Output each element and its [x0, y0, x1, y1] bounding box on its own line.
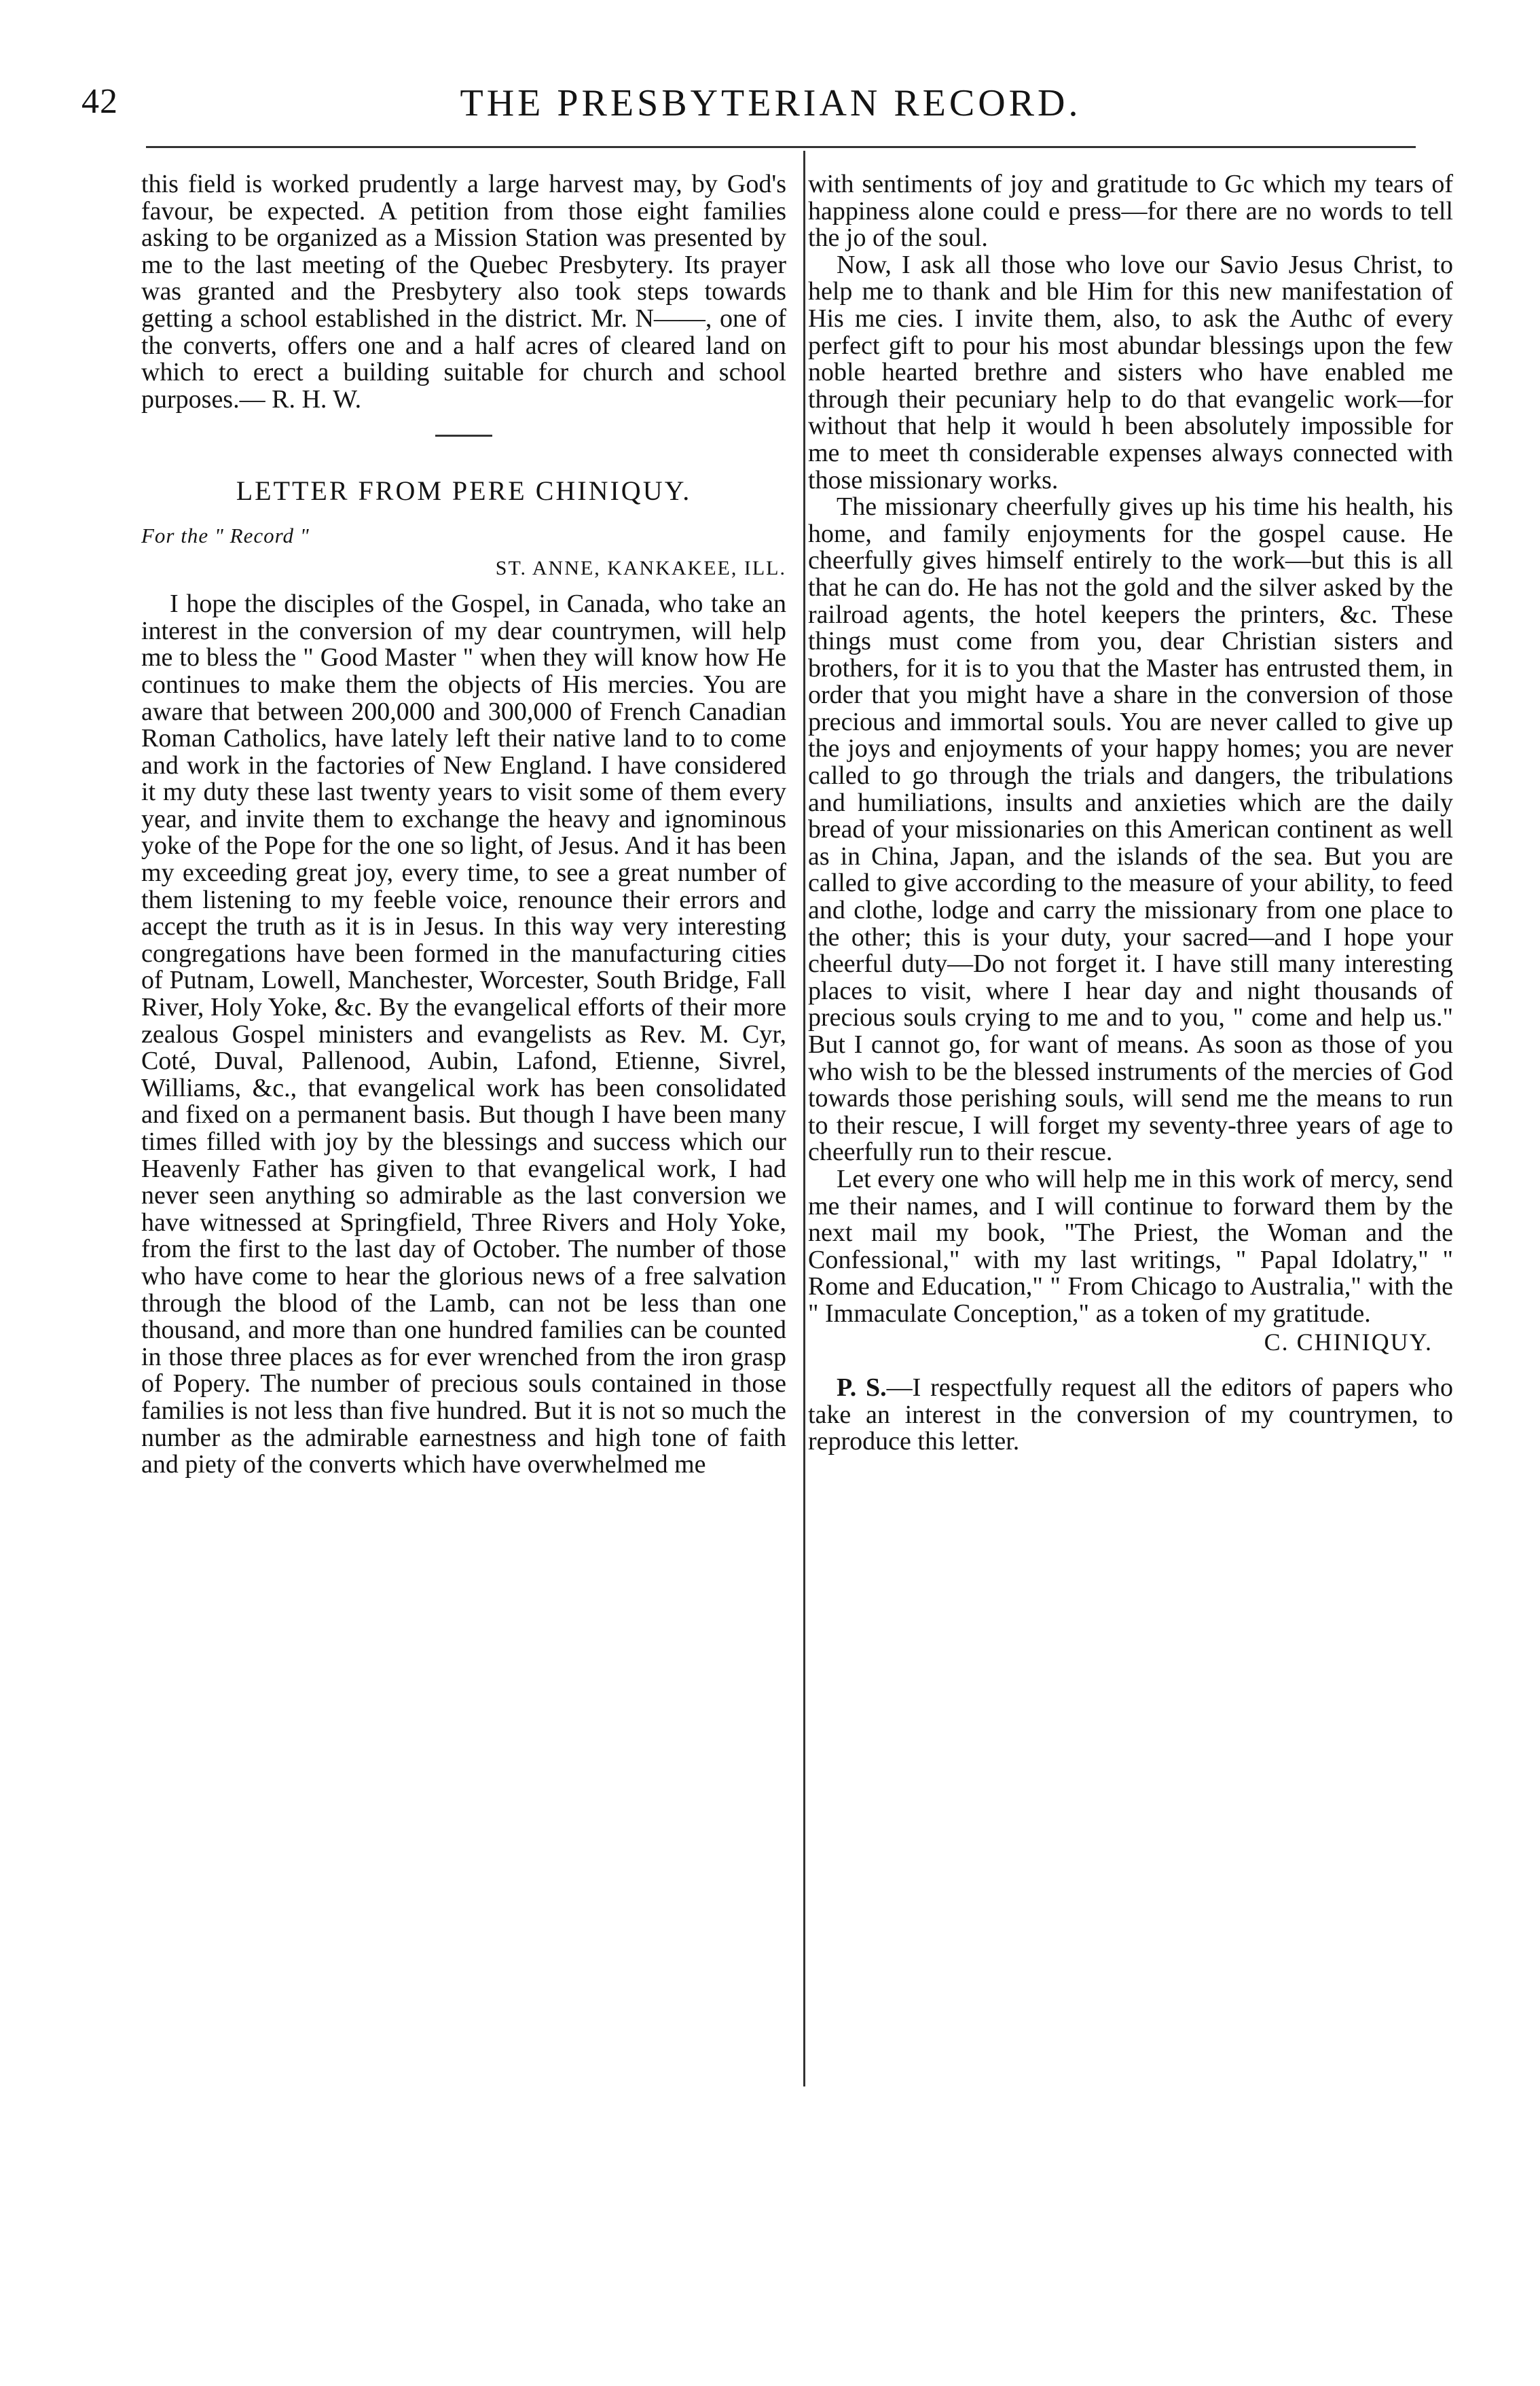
page-number: 42: [81, 82, 118, 121]
left-column: [141, 171, 786, 1479]
letter-paragraph: Now, I ask all those who love our Savio Jesus Christ, to help me to thank and ble Him for this new manifestation of His me cies. I invite them, also, to ask the Authc of every perfect gift to pour his most abundar blessings upon the few noble hearted brethre and sisters who have enabled me through their pecuniary help to do that evangelic work—for without that help it would h been absolutely impossible for me to meet th considerable expenses always connected with those missionary works.: [808, 250, 1453, 494]
for-the-record-line: For the " Record ": [141, 523, 310, 547]
letter-paragraph: Let every one who will help me in this work of mercy, send me their names, and I will continue to forward them by the next mail my book, "The Priest, the Woman and the Confessional," with my last writings, " Papal Idolatry," " Rome and Education," " From Chicago to Australia," with the " Immaculate Conception," as a token of my gratitude.: [808, 1164, 1453, 1328]
right-column: [808, 171, 1453, 1456]
continued-paragraph: this field is worked prudently a large harvest may, by God's favour, be expected. A petition from those eight families asking to be organized as a Mission Station was presented by me to the last meeting of the Quebec Presbytery. Its prayer was granted and the Presbytery also took steps towards getting a school established in the district. Mr. N——, one of the converts, offers one and a half acres of cleared land on which to erect a building suitable for church and school purposes.— R. H. W.: [141, 170, 786, 414]
header-rule: [146, 146, 1416, 148]
running-head: [81, 82, 1460, 136]
section-divider: [435, 435, 492, 437]
signature: C. CHINIQUY.: [1264, 1328, 1433, 1356]
column-divider: [803, 151, 805, 2086]
journal-title: THE PRESBYTERIAN RECORD.: [460, 82, 1082, 124]
continued-paragraph: with sentiments of joy and gratitude to Gc which my tears of happiness alone could e press—for there are no words to tell the jo of the soul.: [808, 170, 1453, 253]
letter-heading: LETTER FROM PERE CHINIQUY.: [236, 475, 692, 507]
postscript: [808, 1375, 1453, 1456]
postscript-mark: P. S.: [837, 1373, 887, 1403]
letter-paragraph: The missionary cheerfully gives up his time his health, his home, and family enjoyments for the gospel cause. He cheerfully gives himself entirely to the work—but this is all that he can do. He has not the gold and the silver asked by the railroad agents, the hotel keepers the printers, &c. These things must come from you, dear Christian sisters and brothers, for it is to you that the Master has entrusted them, in order that you might have a share in the conversion of those precious and immortal souls. You are never called to give up the joys and enjoyments of your happy homes; you are never called to go through the trials and dangers, the tribulations and humiliations, insults and anxieties which are the daily bread of your missionaries on this American continent as well as in China, Japan, and the islands of the sea. But you are called to give according to the measure of your ability, to feed and clothe, lodge and carry the missionary from one place to the other; this is your duty, your sacred—and I hope your cheerful duty—Do not forget it. I have still many interesting places to visit, where I hear day and night thousands of precious souls crying to me and to you, " come and help us." But I cannot go, for want of means. As soon as those of you who wish to be the blessed instruments of the mercies of God towards those perishing souls, will send me the means to run to their rescue, I will forget my seventy-three years of age to cheerfully run to their rescue.: [808, 492, 1453, 1167]
letter-paragraph: I hope the disciples of the Gospel, in Canada, who take an interest in the conversion of my dear countrymen, will help me to bless the " Good Master " when they will know how He continues to make them the objects of His mercies. You are aware that between 200,000 and 300,000 of French Canadian Roman Catholics, have lately left their native land to to come and work in the factories of New England. I have considered it my duty these last twenty years to visit some of them every year, and invite them to exchange the heavy and ignominous yoke of the Pope for the one so light, of Jesus. And it has been my exceeding great joy, every time, to see a great number of them listening to my feeble voice, renounce their errors and accept the truth as it is in Jesus. In this way very interesting congregations have been formed in the manufacturing cities of Putnam, Lowell, Manchester, Worcester, South Bridge, Fall River, Holy Yoke, &c. By the evangelical efforts of their more zealous Gospel ministers and evangelists as Rev. M. Cyr, Coté, Duval, Pallenood, Aubin, Lafond, Etienne, Sivrel, Williams, &c., that evangelical work has been consolidated and fixed on a permanent basis. But though I have been many times filled with joy by the blessings and success which our Heavenly Father has given to that evangelical work, I had never seen anything so admirable as the last conversion we have witnessed at Springfield, Three Rivers and Holy Yoke, from the first to the last day of October. The number of those who have come to hear the glorious news of a free salvation through the blood of the Lamb, can not be less than one thousand, and more than one hundred families can be counted in those three places as for ever wrenched from the iron grasp of Popery. The number of precious souls contained in those families is not less than five hundred. But it is not so much the number as the admirable earnestness and high tone of faith and piety of the converts which have overwhelmed me: [141, 590, 786, 1479]
postscript-text: —I respectfully request all the editors of papers who take an interest in the conversion of my countrymen, to reproduce this letter.: [808, 1373, 1453, 1456]
dateline: ST. ANNE, KANKAKEE, ILL.: [495, 556, 786, 579]
